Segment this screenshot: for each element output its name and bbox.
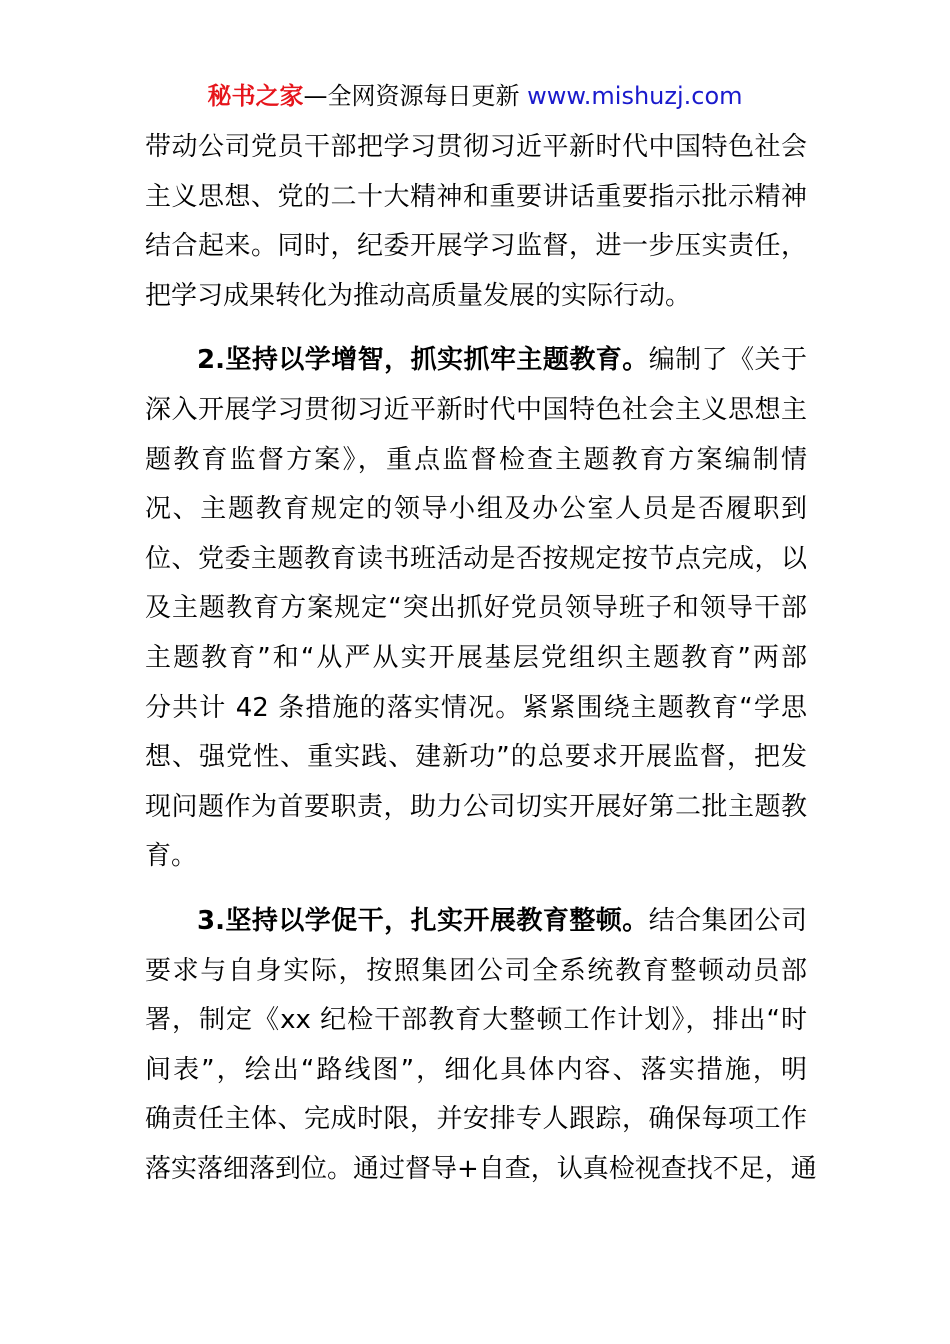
text-line: 题教育监督方案》，重点监督检查主题教育方案编制情 — [145, 444, 807, 475]
text-line: 把学习成果转化为推动高质量发展的实际行动。 — [145, 280, 692, 311]
brand-name: 秘书之家 — [207, 82, 304, 110]
text-line: 现问题作为首要职责，助力公司切实开展好第二批主题教 — [145, 791, 807, 822]
section-heading: 2.坚持以学增智，抓实抓牢主题教育。 — [197, 345, 649, 376]
site-url-link[interactable]: www.mishuzj.com — [527, 82, 743, 110]
header-tagline: —全网资源每日更新 — [303, 82, 520, 110]
paragraph-3 — [145, 897, 817, 1195]
text-line: 署，制定《xx 纪检干部教育大整顿工作计划》，排出“时 — [145, 1005, 807, 1036]
paragraph-2 — [145, 336, 807, 882]
text-line: 及主题教育方案规定“突出抓好党员领导班子和领导干部 — [145, 593, 807, 624]
text-line: 确责任主体、完成时限，并安排专人跟踪，确保每项工作 — [145, 1104, 807, 1135]
paragraph-first-line — [145, 336, 807, 386]
text-line: 间表”，绘出“路线图”，细化具体内容、落实措施，明 — [145, 1054, 807, 1085]
text-line: 育。 — [145, 841, 198, 872]
text-run: 编制了《关于 — [648, 345, 807, 376]
text-line: 带动公司党员干部把学习贯彻习近平新时代中国特色社会 — [145, 132, 807, 162]
text-line: 主义思想、党的二十大精神和重要讲话重要指示批示精神 — [145, 181, 807, 212]
document-body — [145, 123, 817, 1194]
paragraph-1 — [145, 123, 807, 321]
text-line: 想、强党性、重实践、建新功”的总要求开展监督，把发 — [145, 742, 807, 773]
text-run: 结合集团公司 — [648, 905, 807, 936]
text-line: 要求与自身实际，按照集团公司全系统教育整顿动员部 — [145, 955, 807, 986]
text-line: 结合起来。同时，纪委开展学习监督，进一步压实责任， — [145, 231, 807, 262]
section-heading: 3.坚持以学促干，扎实开展教育整顿。 — [197, 905, 649, 936]
text-line: 落实落细落到位。通过督导+自查，认真检视查找不足，通 — [145, 1153, 817, 1184]
text-line: 分共计 42 条措施的落实情况。紧紧围绕主题教育“学思 — [145, 692, 807, 723]
text-line: 况、主题教育规定的领导小组及办公室人员是否履职到 — [145, 494, 807, 525]
paragraph-first-line — [145, 897, 807, 947]
text-line: 主题教育”和“从严从实开展基层党组织主题教育”两部 — [145, 642, 807, 673]
text-line: 深入开展学习贯彻习近平新时代中国特色社会主义思想主 — [145, 394, 807, 425]
page-header — [0, 80, 950, 112]
text-line: 位、党委主题教育读书班活动是否按规定按节点完成，以 — [145, 543, 807, 574]
